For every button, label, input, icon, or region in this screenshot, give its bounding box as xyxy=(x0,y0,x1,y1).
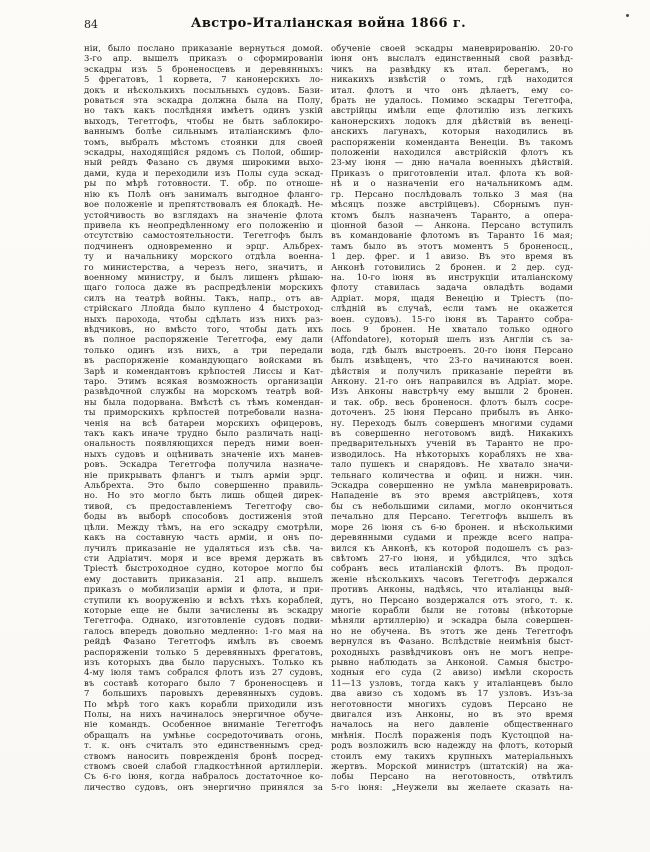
text-line: Нападеніе въ это время австрійцевъ, хотя xyxy=(331,491,573,502)
text-line: мнѣнія. Послѣ пораженія подъ Кустоццой на- xyxy=(331,730,573,741)
text-line: въ распоряженіе командующаго войсками въ xyxy=(84,356,323,367)
text-line: 7 большихъ паровыхъ деревянныхъ судовъ. xyxy=(84,689,323,700)
text-line: ныхъ судовъ и оцѣнивать значеніе ихъ манев- xyxy=(84,449,323,460)
text-line: Зарѣ и комендантовъ крѣпостей Лиссы и Кат- xyxy=(84,366,323,377)
text-line: эскадры, находящійся рядомъ съ Полой, обшир- xyxy=(84,148,323,159)
text-line: лучилъ приказаніе не удаляться изъ сѣв. ча- xyxy=(84,543,323,554)
text-line: свѣтомъ 27-го іюня, и убѣдился, что здѣсь xyxy=(331,553,573,564)
text-line: тивой, съ предоставленіемъ Тегетгофу сво- xyxy=(84,501,323,512)
text-line: ны была подорвана. Вмѣстѣ съ тѣмъ комендан- xyxy=(84,397,323,408)
text-line: ту и начальнику морского отдѣла военна- xyxy=(84,252,323,263)
text-line: собранъ весь италіанскій флотъ. Въ продол- xyxy=(331,564,573,575)
text-line: ходныя его суда (2 авизо) имѣли скорость xyxy=(331,668,573,679)
text-line: ніи, было послано приказаніе вернуться домой. xyxy=(84,44,323,54)
text-line: началось на него давленіе общественнаго xyxy=(331,720,573,731)
text-line: іюня онъ выслалъ единственный свой развѣд- xyxy=(331,54,573,65)
text-line: докъ и нѣсколькихъ посыльныхъ судовъ. Бази- xyxy=(84,85,323,96)
text-line: таро. Этимъ всякая возможность организаціи xyxy=(84,377,323,387)
text-line: нію къ Полѣ онъ занималъ выгодное фланго- xyxy=(84,189,323,200)
text-line: ры по мѣрѣ готовности. Т. обр. по отноше- xyxy=(84,179,323,190)
text-line: ональность появляющихся передъ ними воен- xyxy=(84,439,323,450)
text-line: ствомъ своей слабой гладкостѣнной артиллеріи. xyxy=(84,762,323,773)
text-line: приказъ о мобилизаціи арміи и флота, и при- xyxy=(84,585,323,596)
text-line: но не обучена. Въ этотъ же день Тегетгофъ xyxy=(331,626,573,637)
text-line: нѣ и о назначеніи его начальникомъ адм. xyxy=(331,179,573,190)
text-line: выходъ, Тегетгофъ, чтобы не быть заблокиро- xyxy=(84,116,323,127)
text-line: на. 10-го іюня въ инструкціи италіанскому xyxy=(331,272,573,283)
text-line: въ полное распоряженіе Тегетгофа, ему дали xyxy=(84,335,323,346)
text-line: Тріестѣ быстроходное судно, которое могло бы xyxy=(84,564,323,575)
text-line: 11—13 узловъ, тогда какъ у италіанцевъ было xyxy=(331,678,573,689)
ink-speck xyxy=(626,14,629,17)
text-line: вое положеніе и препятствовалъ ея блокадѣ. Не- xyxy=(84,200,323,211)
text-line: чикъ на развѣдку къ итал. берегамъ, но xyxy=(331,64,573,75)
text-line: изъ которыхъ два было парусныхъ. Только къ xyxy=(84,657,323,668)
text-line: въ командованіе флотомъ въ Таранто 16 мая; xyxy=(331,231,573,242)
text-line: щаго голоса даже въ распредѣленіи морскихъ xyxy=(84,283,323,294)
text-line: жертвъ. Морской министръ (штатскій) на жа- xyxy=(331,762,573,773)
text-line: Полы, на нихъ начиналось энергичное обуче- xyxy=(84,710,323,720)
text-line: роваться эта эскадра должна была на Полу, xyxy=(84,96,323,107)
text-line: ровъ. Эскадра Тегетгофа получила назначе- xyxy=(84,460,323,471)
text-line: вернулся въ Фазано. Вслѣдствіе неимѣнія быст- xyxy=(331,637,573,648)
text-line: но такъ какъ послѣдняя имѣетъ одинъ узкій xyxy=(84,106,323,117)
text-line: Анконѣ готовились 2 бронен. и 2 дер. суд- xyxy=(331,262,573,273)
text-line: 5-го іюня: „Неужели вы желаете сказать на- xyxy=(331,782,573,793)
left-column xyxy=(84,44,323,793)
text-line: 23-му іюня — дню начала военныхъ дѣйствій. xyxy=(331,158,573,169)
text-line: дѣйствія и получилъ приказаніе перейти въ xyxy=(331,366,573,377)
text-line: Анкону. 21-го онъ направился въ Адріат. море. xyxy=(331,377,573,387)
text-line: устойчивость во взглядахъ на значеніе флота xyxy=(84,210,323,221)
text-line: ченія на всѣ батареи морскихъ офицеровъ, xyxy=(84,418,323,429)
text-line: распоряженіи только 5 деревянныхъ фрегатовъ, xyxy=(84,647,323,658)
text-line: обученіе своей эскадры маневрированію. 20-го xyxy=(331,44,573,54)
text-line: въ совершенно неготовомъ видѣ. Никакихъ xyxy=(331,429,573,440)
text-line: вода, гдѣ былъ выстроенъ. 20-го іюня Персано xyxy=(331,345,573,356)
text-line: только одинъ изъ нихъ, а три передали xyxy=(84,345,323,356)
text-line: неготовности многихъ судовъ Персано не xyxy=(331,699,573,710)
text-line: ніе командъ. Особенное вниманіе Тегетгофъ xyxy=(84,720,323,731)
text-line: роходныхъ развѣдчиковъ онъ не могъ непре- xyxy=(331,647,573,658)
text-line: такъ какъ иначе трудно было различать наці- xyxy=(84,429,323,440)
text-line: печально для Персано. Тегетгофъ вышелъ въ xyxy=(331,512,573,523)
text-line: въ составѣ котораго было 7 броненосцевъ и xyxy=(84,678,323,689)
text-line: 3-го апр. вышелъ приказъ о сформированіи xyxy=(84,54,323,65)
text-line: Изъ Анконы навстрѣчу ему вышли 2 бронен. xyxy=(331,387,573,398)
text-line: никакихъ извѣстій о томъ, гдѣ находится xyxy=(331,75,573,86)
text-line: воен. судовъ). 15-го іюня въ Таранто собра- xyxy=(331,314,573,325)
text-line: но. Но это могло быть лишь общей дирек- xyxy=(84,491,323,502)
text-line: стоилъ ему такихъ крупныхъ матеріальныхъ xyxy=(331,751,573,762)
text-line: боды въ выборѣ способовъ достиженія этой xyxy=(84,512,323,523)
text-line: силъ на театрѣ войны. Такъ, напр., отъ ав- xyxy=(84,293,323,304)
text-line: женіе нѣсколькихъ часовъ Тегетгофъ держался xyxy=(331,574,573,585)
text-line: лобы Персано на неготовность, отвѣтилъ xyxy=(331,772,573,783)
text-line: лось 9 бронен. Не хватало только одного xyxy=(331,324,573,335)
text-line: Адріат. моря, щадя Венецію и Тріестъ (по- xyxy=(331,293,573,304)
text-line: Эскадра совершенно не умѣла маневрировать. xyxy=(331,481,573,492)
text-line: развѣдочной службы на морскомъ театрѣ вой- xyxy=(84,387,323,398)
text-line: 5 фрегатовъ, 1 корвета, 7 канонерскихъ ло- xyxy=(84,75,323,86)
text-line: ступили къ вооруженію и всѣхъ тѣхъ кораблей, xyxy=(84,595,323,606)
text-line: По мѣрѣ того какъ корабли приходили изъ xyxy=(84,699,323,710)
text-line: распоряженіи коменданта Венеціи. Въ такомъ xyxy=(331,137,573,148)
text-line: ціонной базой — Анкона. Персано вступилъ xyxy=(331,220,573,231)
text-line: ніе прикрывать флангъ и тылъ арміи эрцг. xyxy=(84,470,323,481)
text-line: рывно наблюдать за Анконой. Самыя быстро- xyxy=(331,657,573,668)
text-line: дутъ, но Персано воздержался отъ этого, т. к. xyxy=(331,595,573,606)
text-line: Приказъ о приготовленіи итал. флота къ вой- xyxy=(331,168,573,179)
page-number: 84 xyxy=(84,18,98,31)
text-line: положеніи находился австрійскій флотъ къ xyxy=(331,148,573,159)
text-line: обращалъ на умѣнье сосредоточивать огонь, xyxy=(84,730,323,741)
text-line: брать не удалось. Помимо эскадры Тегетгофа, xyxy=(331,96,573,107)
text-line: привела къ неопредѣленному его положенію и xyxy=(84,220,323,231)
text-line: два авизо съ ходомъ въ 17 узловъ. Изъ-за xyxy=(331,689,573,700)
text-line: рейдѣ Фазано Тегетгофъ имѣлъ въ своемъ xyxy=(84,637,323,648)
text-line: подчиненъ одновременно и эрцг. Альбрех- xyxy=(84,241,323,252)
text-line: томъ, выбралъ мѣстомъ стоянки для своей xyxy=(84,137,323,148)
text-line: Съ 6-го іюня, когда набралось достаточное ко- xyxy=(84,772,323,783)
text-line: многіе корабли были не готовы (нѣкоторые xyxy=(331,605,573,616)
text-line: гр. Персано послѣдовалъ только 3 мая (на xyxy=(331,189,573,200)
text-line: флоту ставилась задача овладѣть водами xyxy=(331,283,573,294)
text-line: галось впередъ довольно медленно: 1-го мая на xyxy=(84,626,323,637)
text-line: личество судовъ, онъ энергично принялся за xyxy=(84,782,323,793)
text-line: изводилось. На нѣкоторыхъ корабляхъ не хва- xyxy=(331,449,573,460)
text-line: австрійцы имѣли еще флотилію изъ легкихъ xyxy=(331,106,573,117)
text-line: тамъ было въ этотъ моментъ 5 броненосц., xyxy=(331,241,573,252)
text-line: ему доставить приказанія. 21 апр. вышелъ xyxy=(84,574,323,585)
text-line: анскихъ лагунахъ, которыя находились въ xyxy=(331,127,573,138)
text-line: вился къ Анконѣ, къ которой подошелъ съ раз- xyxy=(331,543,573,554)
text-line: тало пушекъ и снарядовъ. Не хватало значи- xyxy=(331,460,573,471)
text-line: ныхъ парохода, чтобы сдѣлать изъ нихъ раз- xyxy=(84,314,323,325)
text-line: какъ на составную часть арміи, и онъ по- xyxy=(84,533,323,544)
text-line: сти Адріатич. моря и все время держать въ xyxy=(84,553,323,564)
text-line: ну. Переходъ былъ совершенъ многими судами xyxy=(331,418,573,429)
running-title: Австро-Италіанская война 1866 г. xyxy=(190,16,467,31)
text-line: цѣли. Между тѣмъ, на его эскадру смотрѣли, xyxy=(84,522,323,533)
text-line: ваннымъ болѣе сильнымъ италіанскимъ фло- xyxy=(84,127,323,138)
text-line: военному министру, и былъ лишенъ рѣшаю- xyxy=(84,272,323,283)
text-line: 4-му іюля тамъ собрался флотъ изъ 27 судовъ, xyxy=(84,668,323,679)
text-line: дами, куда и переходили изъ Полы суда эскад- xyxy=(84,168,323,179)
text-block xyxy=(84,44,573,796)
text-line: стрійскаго Ллойда было куплено 4 быстроход- xyxy=(84,304,323,315)
text-line: т. к. онъ считалъ это единственнымъ сред- xyxy=(84,741,323,752)
text-line: ствомъ наносить поврежденія бронѣ посред- xyxy=(84,751,323,762)
text-line: море 26 іюня съ 6-ю бронен. и нѣсколькими xyxy=(331,522,573,533)
text-line: Альбрехта. Это было совершенно правиль- xyxy=(84,481,323,492)
text-line: противъ Анконы, надѣясь, что италіанцы вый- xyxy=(331,585,573,596)
text-line: го министерства, а черезъ него, значитъ, и xyxy=(84,262,323,273)
text-line: которые еще не были зачислены въ эскадру xyxy=(84,605,323,616)
text-line: мѣсяцъ позже австрійцевъ). Сборнымъ пун- xyxy=(331,200,573,211)
text-line: слѣдній въ случаѣ, если тамъ не окажется xyxy=(331,304,573,315)
text-line: двигался изъ Анконы, но въ это время xyxy=(331,710,573,720)
text-line: отсутствію самостоятельности. Тегетгофъ былъ xyxy=(84,231,323,242)
text-line: 1 дер. фрег. и 1 авизо. Въ это время въ xyxy=(331,252,573,263)
text-line: родъ возложилъ всю надежду на флотъ, который xyxy=(331,741,573,752)
text-line: ный рейдъ Фазано съ двумя широкими выхо- xyxy=(84,158,323,169)
text-line: былъ извѣщенъ, что 23-го начинаются воен. xyxy=(331,356,573,367)
text-line: канонерскихъ лодокъ для дѣйствій въ венеці- xyxy=(331,116,573,127)
text-line: вѣдчиковъ, но вмѣсто того, чтобы дать ихъ xyxy=(84,324,323,335)
text-line: мѣняли артиллерію) и эскадра была совершен- xyxy=(331,616,573,627)
text-line: ктомъ былъ назначенъ Таранто, а опера- xyxy=(331,210,573,221)
text-line: Тегетгофа. Однако, изготовленіе судовъ подви- xyxy=(84,616,323,627)
text-line: (Affondatore), который шелъ изъ Англіи съ за- xyxy=(331,335,573,346)
text-line: эскадры изъ 5 броненосцевъ и деревянныхъ: xyxy=(84,64,323,75)
text-line: предварительныхъ ученій въ Таранто не про- xyxy=(331,439,573,450)
text-line: доточенъ. 25 іюня Персано прибылъ въ Анко- xyxy=(331,408,573,419)
right-column xyxy=(331,44,573,793)
text-line: тельнаго количества и офиц. и нижн. чин. xyxy=(331,470,573,481)
text-line: бы съ небольшими силами, могло окончиться xyxy=(331,501,573,512)
text-line: итал. флотъ и что онъ дѣлаетъ, ему со- xyxy=(331,85,573,96)
text-line: деревянными судами и прежде всего напра- xyxy=(331,533,573,544)
text-line: и так. обр. весь броненосн. флотъ былъ сосре- xyxy=(331,397,573,408)
text-line: ты приморскихъ крѣпостей потребовали назна- xyxy=(84,408,323,419)
